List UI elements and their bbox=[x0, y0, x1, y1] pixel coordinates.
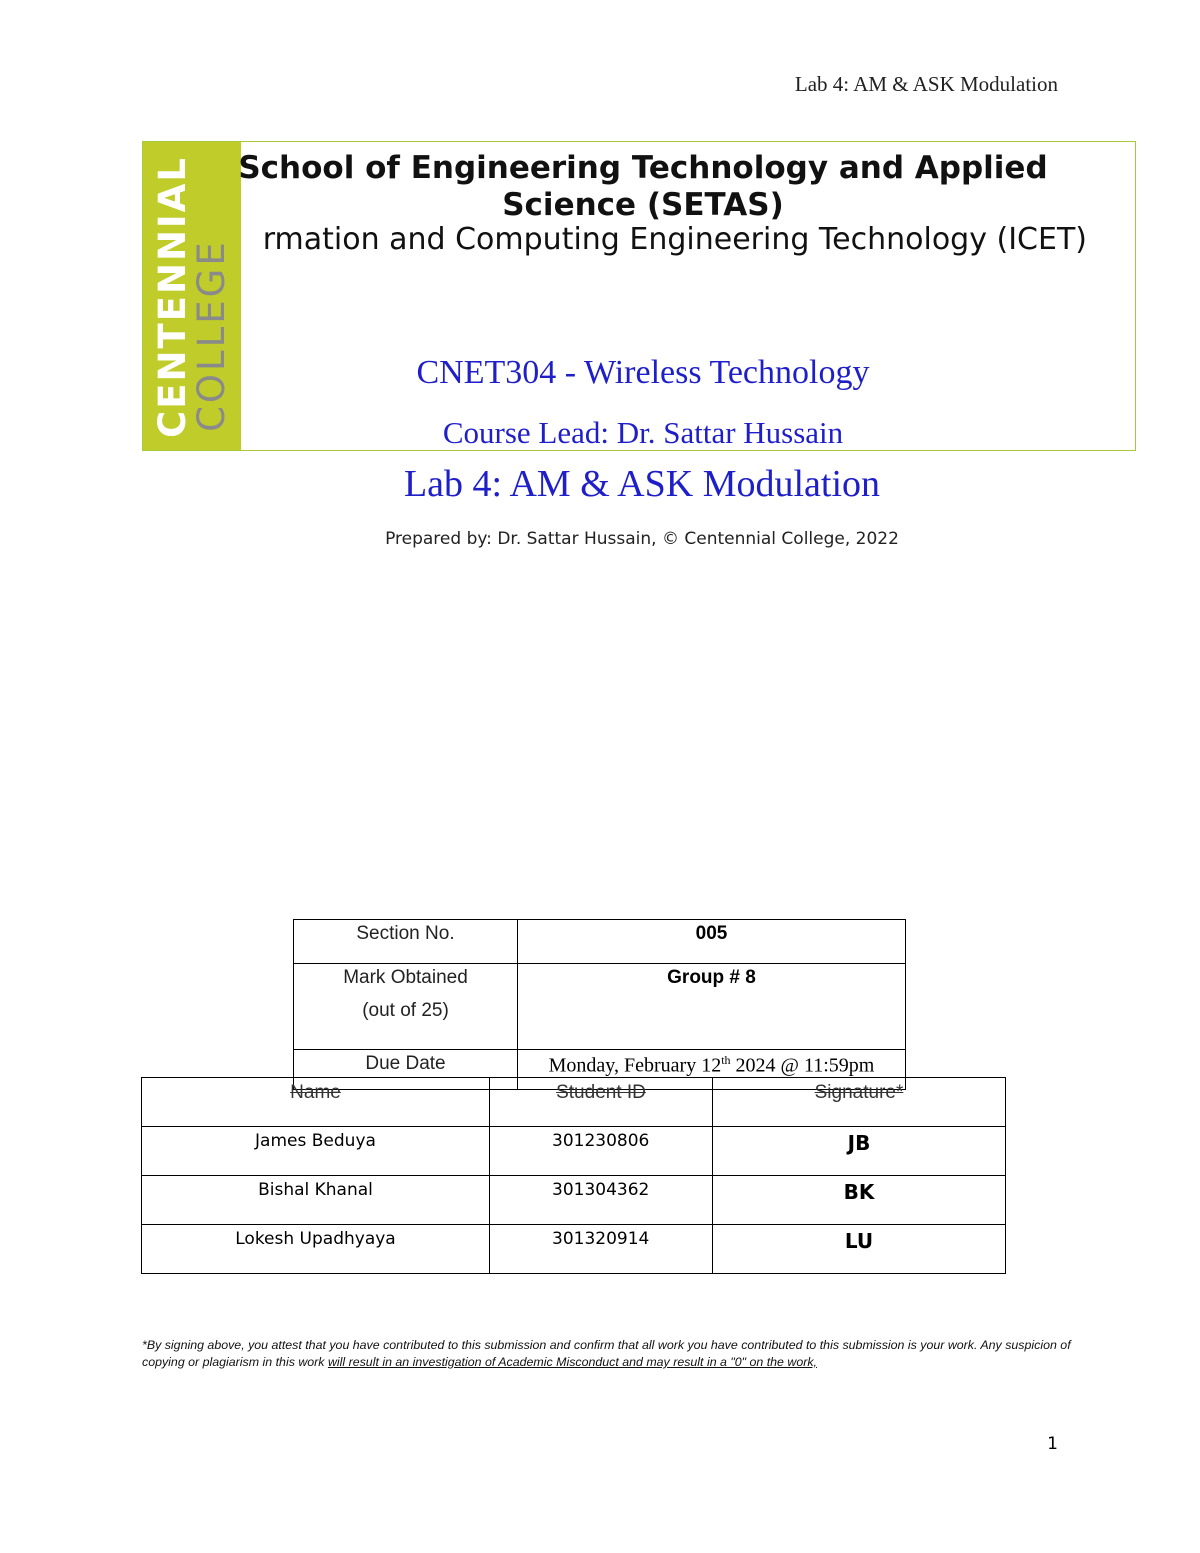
mark-value: Group # 8 bbox=[518, 964, 906, 1050]
mark-label-cell bbox=[294, 964, 518, 1050]
course-title: CNET304 - Wireless Technology bbox=[416, 354, 870, 391]
student-id: 301304362 bbox=[490, 1176, 713, 1225]
prepared-by: Prepared by: Dr. Sattar Hussain, © Centennial College, 2022 bbox=[385, 529, 899, 549]
mark-row bbox=[294, 964, 906, 1050]
student-signature: JB bbox=[713, 1127, 1006, 1176]
department-title: rmation and Computing Engineering Technology (ICET) bbox=[262, 222, 1087, 257]
submission-info-table bbox=[293, 919, 906, 1090]
logo-word-college: COLLEGE bbox=[190, 239, 233, 432]
student-id-header-label: Student ID bbox=[556, 1082, 646, 1103]
student-table-header bbox=[142, 1078, 1006, 1127]
student-name: Lokesh Upadhyaya bbox=[142, 1225, 490, 1274]
page-number: 1 bbox=[1047, 1434, 1058, 1454]
student-name: James Beduya bbox=[142, 1127, 490, 1176]
disclaimer-underlined-text: will result in an investigation of Academic Misconduct and may result in a "0" on the work, bbox=[327, 1355, 817, 1369]
student-id: 301320914 bbox=[490, 1225, 713, 1274]
school-title: School of Engineering Technology and Applied Science (SETAS) bbox=[238, 150, 1048, 223]
due-label: Due Date bbox=[294, 1050, 518, 1090]
centennial-college-logo bbox=[143, 142, 241, 451]
student-id-header bbox=[490, 1078, 713, 1127]
title-banner bbox=[142, 141, 1136, 451]
student-signature: LU bbox=[713, 1225, 1006, 1274]
disclaimer-text: *By signing above, you attest that you have contributed to this submission and confirm that all work you have contributed to this submission is your work. Any suspicion of copying or plagiarism in this work bbox=[142, 1338, 1071, 1369]
logo-word-centennial: CENTENNIAL bbox=[151, 156, 194, 438]
due-date-time: 2024 @ 11:59pm bbox=[730, 1054, 875, 1077]
section-row bbox=[294, 920, 906, 964]
section-value: 005 bbox=[518, 920, 906, 964]
lab-title: Lab 4: AM & ASK Modulation bbox=[403, 463, 881, 505]
due-date-suffix: th bbox=[721, 1053, 731, 1067]
due-date-text: Monday, February 12 bbox=[548, 1054, 722, 1077]
table-row bbox=[142, 1225, 1006, 1274]
name-header bbox=[142, 1078, 490, 1127]
table-row bbox=[142, 1127, 1006, 1176]
course-lead: Course Lead: Dr. Sattar Hussain bbox=[442, 415, 844, 450]
student-id: 301230806 bbox=[490, 1127, 713, 1176]
signature-header-label: Signature* bbox=[814, 1082, 904, 1103]
academic-integrity-disclaimer bbox=[142, 1337, 1102, 1371]
running-header: Lab 4: AM & ASK Modulation bbox=[794, 72, 1058, 96]
name-header-label: Name bbox=[290, 1082, 341, 1103]
student-signature: BK bbox=[713, 1176, 1006, 1225]
student-name: Bishal Khanal bbox=[142, 1176, 490, 1225]
student-table bbox=[141, 1077, 1006, 1274]
table-row bbox=[142, 1176, 1006, 1225]
mark-label: Mark Obtained bbox=[343, 967, 468, 988]
section-label: Section No. bbox=[294, 920, 518, 964]
signature-header bbox=[713, 1078, 1006, 1127]
mark-sublabel: (out of 25) bbox=[362, 1000, 449, 1021]
